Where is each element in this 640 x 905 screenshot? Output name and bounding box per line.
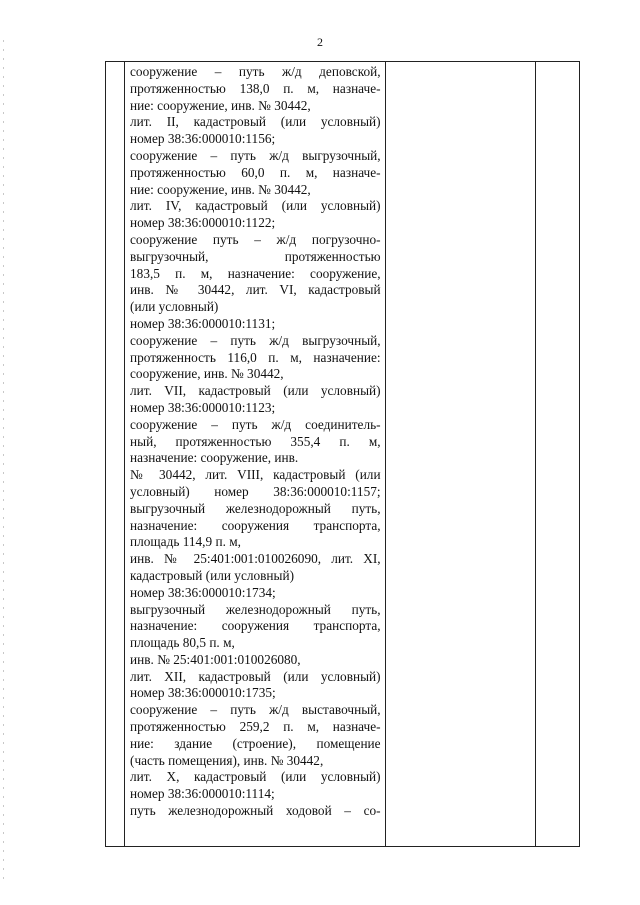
description-line: сооружение, инв. № 30442, [130,366,284,382]
description-line: площадь 114,9 п. м, [130,534,241,550]
page-number: 2 [317,35,323,49]
description-line: лит. X, кадастровый (или условный) [130,769,381,785]
empty-cell [385,62,535,847]
description-line: лит. II, кадастровый (или условный) [130,114,381,130]
description-line: инв. № 25:401:001:010026090, лит. XI, [130,551,381,567]
scan-edge-mark [3,40,4,880]
table-row [106,62,580,847]
description-text [125,62,385,820]
description-line: номер 38:36:000010:1123; [130,399,276,415]
description-line: выгрузочный железнодорожный путь, [130,601,381,617]
description-line: сооружение – путь ж/д выгрузочный, [130,147,381,163]
description-line: (часть помещения), инв. № 30442, [130,752,324,768]
description-line: ние: сооружение, инв. № 30442, [130,97,311,113]
description-line: сооружение путь – ж/д погрузочно- [130,231,381,247]
description-line: сооружение – путь ж/д деповской, [130,64,381,79]
description-line: сооружение – путь ж/д выставочный, [130,702,381,718]
description-line: площадь 80,5 п. м, [130,635,235,651]
description-line: протяженностью 259,2 п. м, назначе- [130,719,381,735]
description-line: инв. № 30442, лит. VI, кадастровый [130,282,381,298]
description-cell [125,62,386,847]
description-line: кадастровый (или условный) [130,567,295,583]
description-line: номер 38:36:000010:1122; [130,215,276,231]
description-line: 183,5 п. м, назначение: сооружение, [130,265,381,281]
description-line: (или условный) [130,299,219,315]
description-line: назначение: сооружения транспорта, [130,618,381,634]
description-line: протяженностью 138,0 п. м, назначе- [130,80,381,96]
description-line: протяженность 116,0 п. м, назначение: [130,349,381,365]
description-line: путь железнодорожный ходовой – со- [130,803,381,819]
description-line: протяженностью 60,0 п. м, назначе- [130,164,381,180]
description-line: сооружение – путь ж/д соединитель- [130,416,381,432]
description-line: № 30442, лит. VIII, кадастровый (или [130,467,381,483]
empty-cell [535,62,579,847]
description-line: ние: сооружение, инв. № 30442, [130,181,311,197]
description-line: лит. IV, кадастровый (или условный) [130,198,381,214]
description-line: сооружение – путь ж/д выгрузочный, [130,332,381,348]
description-line: номер 38:36:000010:1114; [130,786,275,802]
description-line: ние: здание (строение), помещение [130,735,381,751]
description-line: номер 38:36:000010:1734; [130,584,276,600]
description-line: условный) номер 38:36:000010:1157; [130,483,381,499]
description-line: ный, протяженностью 355,4 п. м, [130,433,381,449]
description-line: назначение: сооружение, инв. [130,450,299,466]
number-cell [106,62,125,847]
description-line: номер 38:36:000010:1131; [130,315,276,331]
description-line: выгрузочный железнодорожный путь, [130,500,381,516]
description-line: номер 38:36:000010:1735; [130,685,276,701]
description-line: номер 38:36:000010:1156; [130,131,276,147]
description-line: выгрузочный, протяженностью [130,248,381,264]
description-line: инв. № 25:401:001:010026080, [130,651,301,667]
property-table [105,61,580,847]
description-line: лит. VII, кадастровый (или условный) [130,383,381,399]
description-line: лит. XII, кадастровый (или условный) [130,668,381,684]
description-line: назначение: сооружения транспорта, [130,517,381,533]
